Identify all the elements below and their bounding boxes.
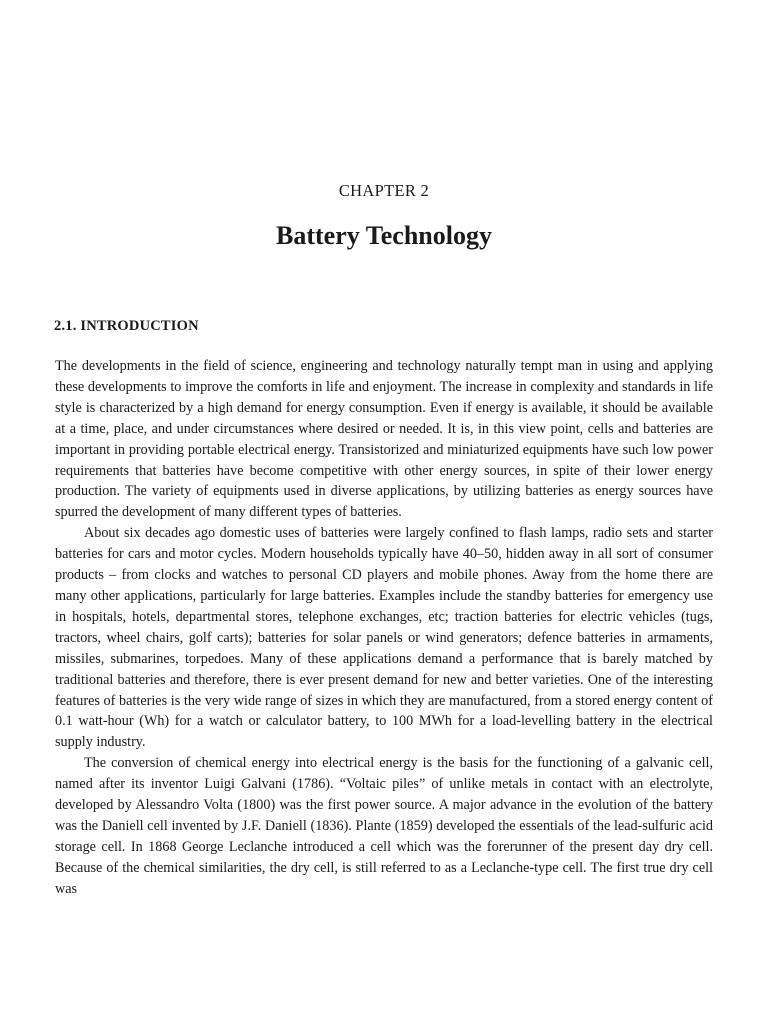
paragraph: The conversion of chemical energy into electrical energy is the basis for the functioning of a galvanic cell, named after its inventor Luigi Galvani (1786). “Voltaic piles” of unlike metals in contact with an electrolyte, developed by Alessandro Volta (1800) was the first power source. A major advance in the evolution of the battery was the Daniell cell invented by J.F. Daniell (1836). Plante (1859) developed the essentials of the lead-sulfuric acid storage cell. In 1868 George Leclanche introduced a cell which was the forerunner of the present day dry cell. Because of the chemical similarities, the dry cell, is still referred to as a Leclanche-type cell. The first true dry cell was [55, 755, 713, 897]
paragraph: About six decades ago domestic uses of batteries were largely confined to flash lamps, radio sets and starter batteries for cars and motor cycles. Modern households typically have 40–50, hidden away in all sort of consumer products – from clocks and watches to personal CD players and mobile phones. Away from the home there are many other applications, particularly for large batteries. Examples include the standby batteries for emergency use in hospitals, hotels, departmental stores, telephone exchanges, etc; traction batteries for electric vehicles (tugs, tractors, wheel chairs, golf carts); batteries for solar panels or wind generators; defence batteries in armaments, missiles, submarines, torpedoes. Many of these applications demand a performance that is barely matched by traditional batteries and therefore, there is ever present demand for new and better varieties. One of the interesting features of batteries is the very wide range of sizes in which they are manufactured, from a stored energy content of 0.1 watt-hour (Wh) for a watch or calculator battery, to 100 MWh for a load-levelling battery in the electrical supply industry. [55, 525, 713, 751]
chapter-label: CHAPTER 2 [338, 181, 430, 200]
paragraph: The developments in the field of science, engineering and technology naturally tempt man in using and applying these developments to improve the comforts in life and enjoyment. The increase in complexity and standards in life style is characterized by a high demand for energy consumption. Even if energy is available, it should be available at a time, place, and under circumstances where desired or needed. It is, in this view point, cells and batteries are important in providing portable electrical energy. Transistorized and miniaturized equipments have such low power requirements that batteries have become competitive with other energy sources, in spite of their lower energy production. The variety of equipments used in diverse applications, by utilizing batteries as energy sources have spurred the development of many different types of batteries. [55, 358, 713, 521]
chapter-title: Battery Technology [276, 221, 492, 250]
section-heading: 2.1. INTRODUCTION [54, 318, 199, 334]
body-text [55, 356, 713, 900]
